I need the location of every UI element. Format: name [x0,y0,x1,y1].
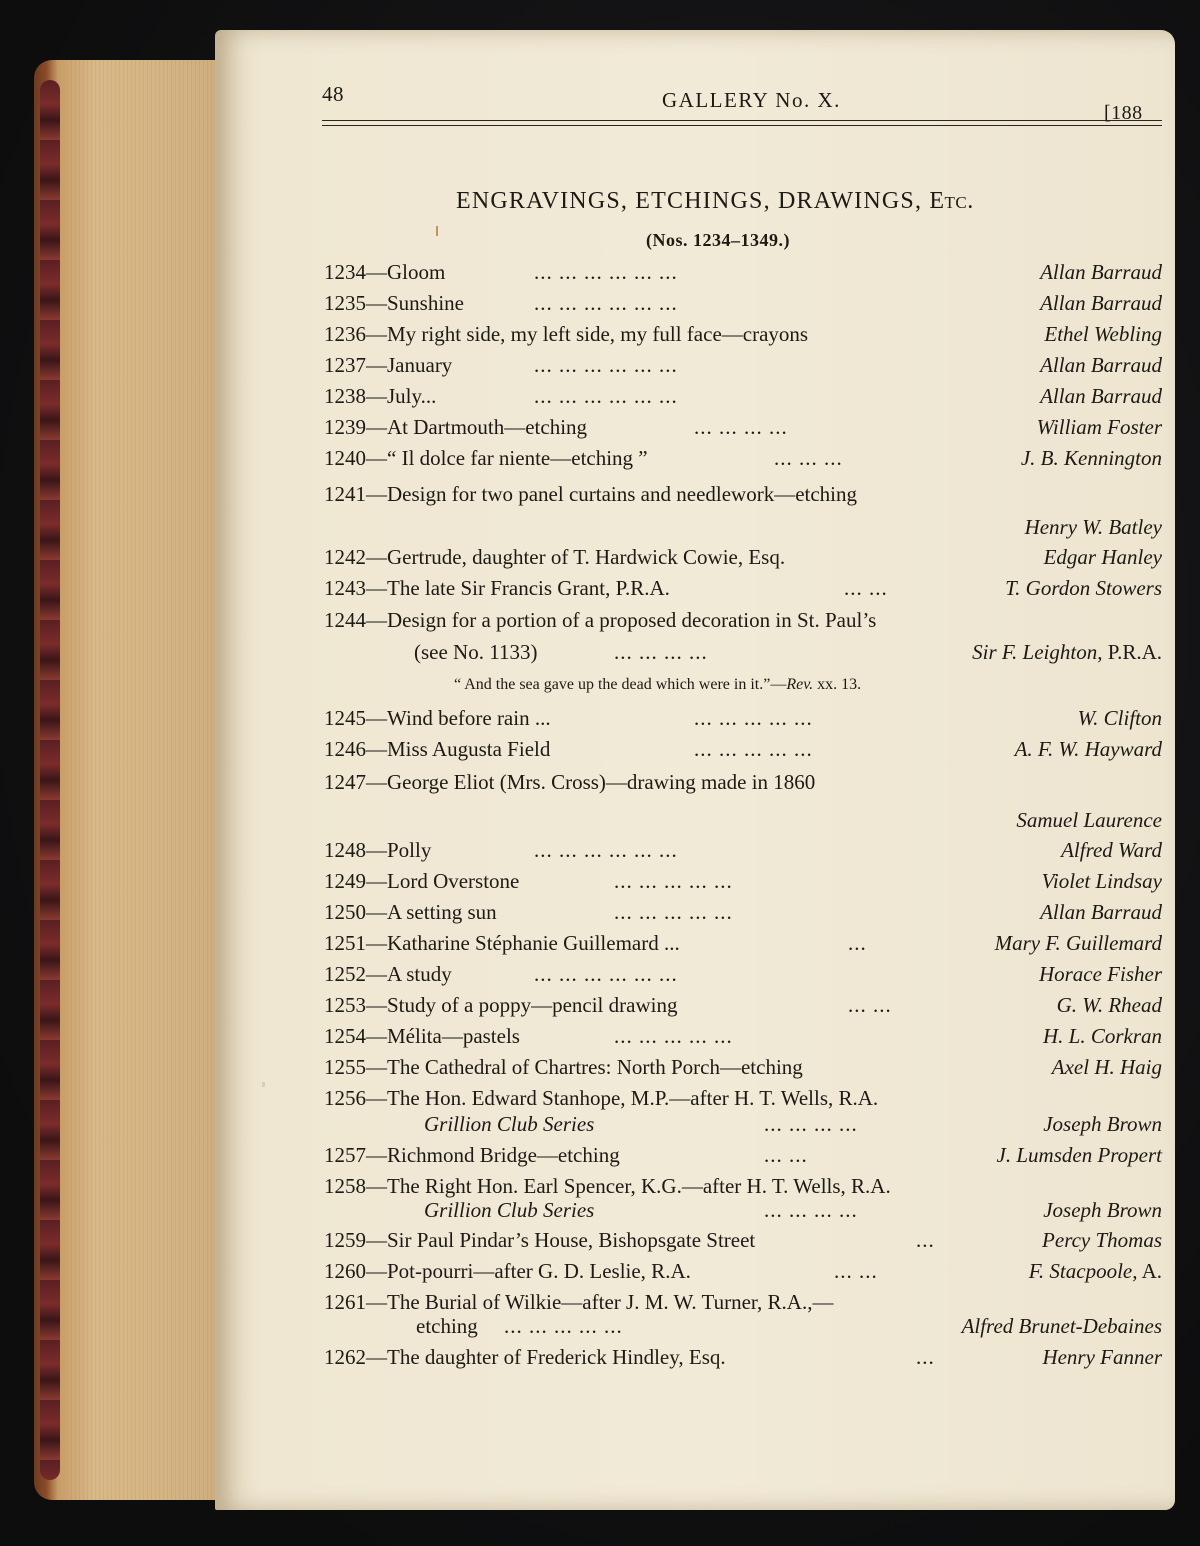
entry-title: 1244—Design for a portion of a proposed decoration in St. Paul’s [324,608,877,632]
entry-title: 1237—January [324,353,453,377]
catalogue-entry [324,900,1162,930]
quote-ref: Rev. [786,676,814,693]
catalogue-entry [324,322,1162,352]
catalogue-entry-continued [324,515,1162,545]
catalogue-entry [324,608,1162,638]
leader-dots: ... ... ... ... [614,640,708,664]
entry-note: (see No. 1133) [414,640,538,664]
catalogue-entry [324,1259,1162,1289]
entry-title: 1249—Lord Overstone [324,869,520,893]
entry-title: 1259—Sir Paul Pindar’s House, Bishopsgate Street [324,1228,756,1252]
entry-title: 1258—The Right Hon. Earl Spencer, K.G.—after H. T. Wells, R.A. [324,1174,891,1198]
catalogue-entry [324,1143,1162,1173]
leader-dots: ... ... ... ... ... [504,1314,623,1338]
entry-title: 1245—Wind before rain ... [324,706,551,730]
catalogue-entry [324,993,1162,1023]
leader-dots: ... ... ... ... ... ... [534,838,678,862]
entry-artist: Horace Fisher [1038,962,1162,986]
leader-dots: ... ... ... ... ... [694,706,813,730]
entry-title: 1250—A setting sun [324,900,497,924]
catalogue-entry-continued [324,1112,1162,1142]
catalogue-entry [324,482,1162,512]
entry-artist-title: A. [1137,1259,1162,1283]
leader-dots: ... ... ... ... [694,415,788,439]
entry-title: 1239—At Dartmouth—etching [324,415,588,439]
catalogue-entry [324,1055,1162,1085]
leader-dots: ... ... ... ... ... ... [534,260,678,284]
entry-artist: Axel H. Haig [1051,1055,1162,1079]
leader-dots: ... ... ... ... ... ... [534,353,678,377]
entry-note: etching [416,1314,478,1338]
entry-title: 1240—“ Il dolce far niente—etching ” [324,446,648,470]
entry-artist: W. Clifton [1077,706,1162,730]
entry-artist: J. B. Kennington [1020,446,1162,470]
quote-ref-verse: xx. 13. [813,676,862,693]
catalogue-entry [324,291,1162,321]
entry-artist [972,640,1162,665]
catalogue-entry [324,962,1162,992]
entry-artist: Allan Barraud [1040,260,1162,284]
entry-artist: A. F. W. Hayward [1014,737,1162,761]
page-number: 48 [322,82,344,106]
entry-title: 1262—The daughter of Frederick Hindley, Esq. [324,1345,726,1369]
leader-dots: ... ... [764,1143,808,1167]
leader-dots: ... [916,1345,935,1369]
entry-title: 1256—The Hon. Edward Stanhope, M.P.—after H. T. Wells, R.A. [324,1086,879,1110]
catalogue-entry [324,446,1162,476]
catalogue-entry [324,384,1162,414]
catalogue-entry [324,706,1162,736]
entry-artist: Allan Barraud [1040,384,1162,408]
entry-artist: Alfred Ward [1061,838,1162,862]
leader-dots: ... ... ... ... ... ... [534,291,678,315]
leader-dots: ... ... ... ... ... ... [534,384,678,408]
catalogue-entry [324,353,1162,383]
leader-dots: ... ... ... ... [764,1112,858,1136]
entry-title: 1253—Study of a poppy—pencil drawing [324,993,678,1017]
entry-artist-name: Sir F. Leighton, [972,640,1103,664]
entry-artist: Samuel Laurence [1016,808,1162,832]
catalogue-entry-continued [324,640,1162,670]
entry-title: 1251—Katharine Stéphanie Guillemard ... [324,931,680,955]
entry-title: 1255—The Cathedral of Chartres: North Porch—etching [324,1055,803,1079]
entry-artist: T. Gordon Stowers [1005,576,1162,600]
leader-dots: ... ... [834,1259,878,1283]
entry-title: 1257—Richmond Bridge—etching [324,1143,620,1167]
leader-dots: ... ... ... ... ... [614,900,733,924]
catalogue-section-number: [188 [1104,102,1143,124]
catalogue-entry [324,415,1162,445]
book-fore-edge [34,60,234,1500]
leader-dots: ... ... ... [774,446,843,470]
entry-title: 1242—Gertrude, daughter of T. Hardwick Cowie, Esq. [324,545,786,569]
entry-title: 1254—Mélita—pastels [324,1024,520,1048]
entry-artist: Violet Lindsay [1041,869,1162,893]
catalogue-entry [324,1228,1162,1258]
ink-speck [262,1082,265,1087]
catalogue-entry [324,838,1162,868]
catalogue-entry [324,545,1162,575]
entry-artist: William Foster [1036,415,1162,439]
entry-artist: Allan Barraud [1040,900,1162,924]
entry-series: Grillion Club Series [424,1198,595,1222]
catalogue-entry [324,737,1162,767]
entry-series: Grillion Club Series [424,1112,595,1136]
entry-artist: Alfred Brunet-Debaines [961,1314,1162,1338]
header-rule [322,120,1162,121]
entry-title: 1261—The Burial of Wilkie—after J. M. W. Turner, R.A.,— [324,1290,834,1314]
header-rule-thin [322,125,1162,126]
entry-title: 1260—Pot-pourri—after G. D. Leslie, R.A. [324,1259,691,1283]
gallery-title: GALLERY No. X. [662,88,841,112]
leader-dots: ... ... ... ... ... [614,869,733,893]
entry-title: 1236—My right side, my left side, my full face—crayons [324,322,809,346]
entry-artist: H. L. Corkran [1042,1024,1162,1048]
number-range: (Nos. 1234–1349.) [646,230,790,250]
leader-dots: ... ... [844,576,888,600]
entry-title: 1241—Design for two panel curtains and needlework—etching [324,482,858,506]
section-title-etc: Etc. [929,188,974,214]
entry-title: 1234—Gloom [324,260,446,284]
entry-artist: Joseph Brown [1043,1198,1162,1222]
entry-artist-title: P.R.A. [1102,640,1162,664]
quote-text: “ And the sea gave up the dead which were in it.”— [454,676,787,693]
entry-title: 1248—Polly [324,838,432,862]
leader-dots: ... ... ... ... ... [694,737,813,761]
entry-title: 1243—The late Sir Francis Grant, P.R.A. [324,576,670,600]
entry-title: 1252—A study [324,962,452,986]
catalogue-entry [324,931,1162,961]
scripture-quote [454,676,861,694]
entry-title: 1238—July... [324,384,437,408]
leader-dots: ... ... [848,993,892,1017]
catalogue-entry [324,770,1162,800]
catalogue-entry [324,869,1162,899]
entry-artist: Ethel Webling [1044,322,1162,346]
catalogue-entry [324,576,1162,606]
entry-artist: Edgar Hanley [1043,545,1162,569]
entry-artist: G. W. Rhead [1056,993,1162,1017]
ink-mark [436,226,438,236]
entry-title: 1247—George Eliot (Mrs. Cross)—drawing made in 1860 [324,770,816,794]
running-header [322,82,1162,122]
entry-artist: Henry Fanner [1042,1345,1162,1369]
entry-artist [1029,1259,1162,1284]
page-edges [68,60,234,1500]
catalogue-entry [324,1024,1162,1054]
leader-dots: ... [916,1228,935,1252]
entry-artist: J. Lumsden Propert [996,1143,1162,1167]
marbled-cover-edge [40,80,60,1480]
catalogue-entry-continued [324,808,1162,838]
entry-artist: Henry W. Batley [1024,515,1162,539]
entry-artist: Allan Barraud [1040,353,1162,377]
entry-title: 1235—Sunshine [324,291,465,315]
leader-dots: ... ... ... ... ... [614,1024,733,1048]
section-title-main: ENGRAVINGS, ETCHINGS, DRAWINGS, [456,188,923,214]
leader-dots: ... ... ... ... [764,1198,858,1222]
entry-artist: Allan Barraud [1040,291,1162,315]
entry-artist: Percy Thomas [1042,1228,1162,1252]
entry-title: 1246—Miss Augusta Field [324,737,551,761]
leader-dots: ... [848,931,867,955]
entry-artist-name: F. Stacpoole, [1028,1259,1138,1283]
section-title [456,188,974,215]
leader-dots: ... ... ... ... ... ... [534,962,678,986]
catalogue-entry-continued [324,1314,1162,1344]
catalogue-entry-continued [324,1198,1162,1228]
catalogue-entry [324,260,1162,290]
catalogue-entry [324,1345,1162,1375]
entry-artist: Mary F. Guillemard [994,931,1162,955]
entry-artist: Joseph Brown [1043,1112,1162,1136]
